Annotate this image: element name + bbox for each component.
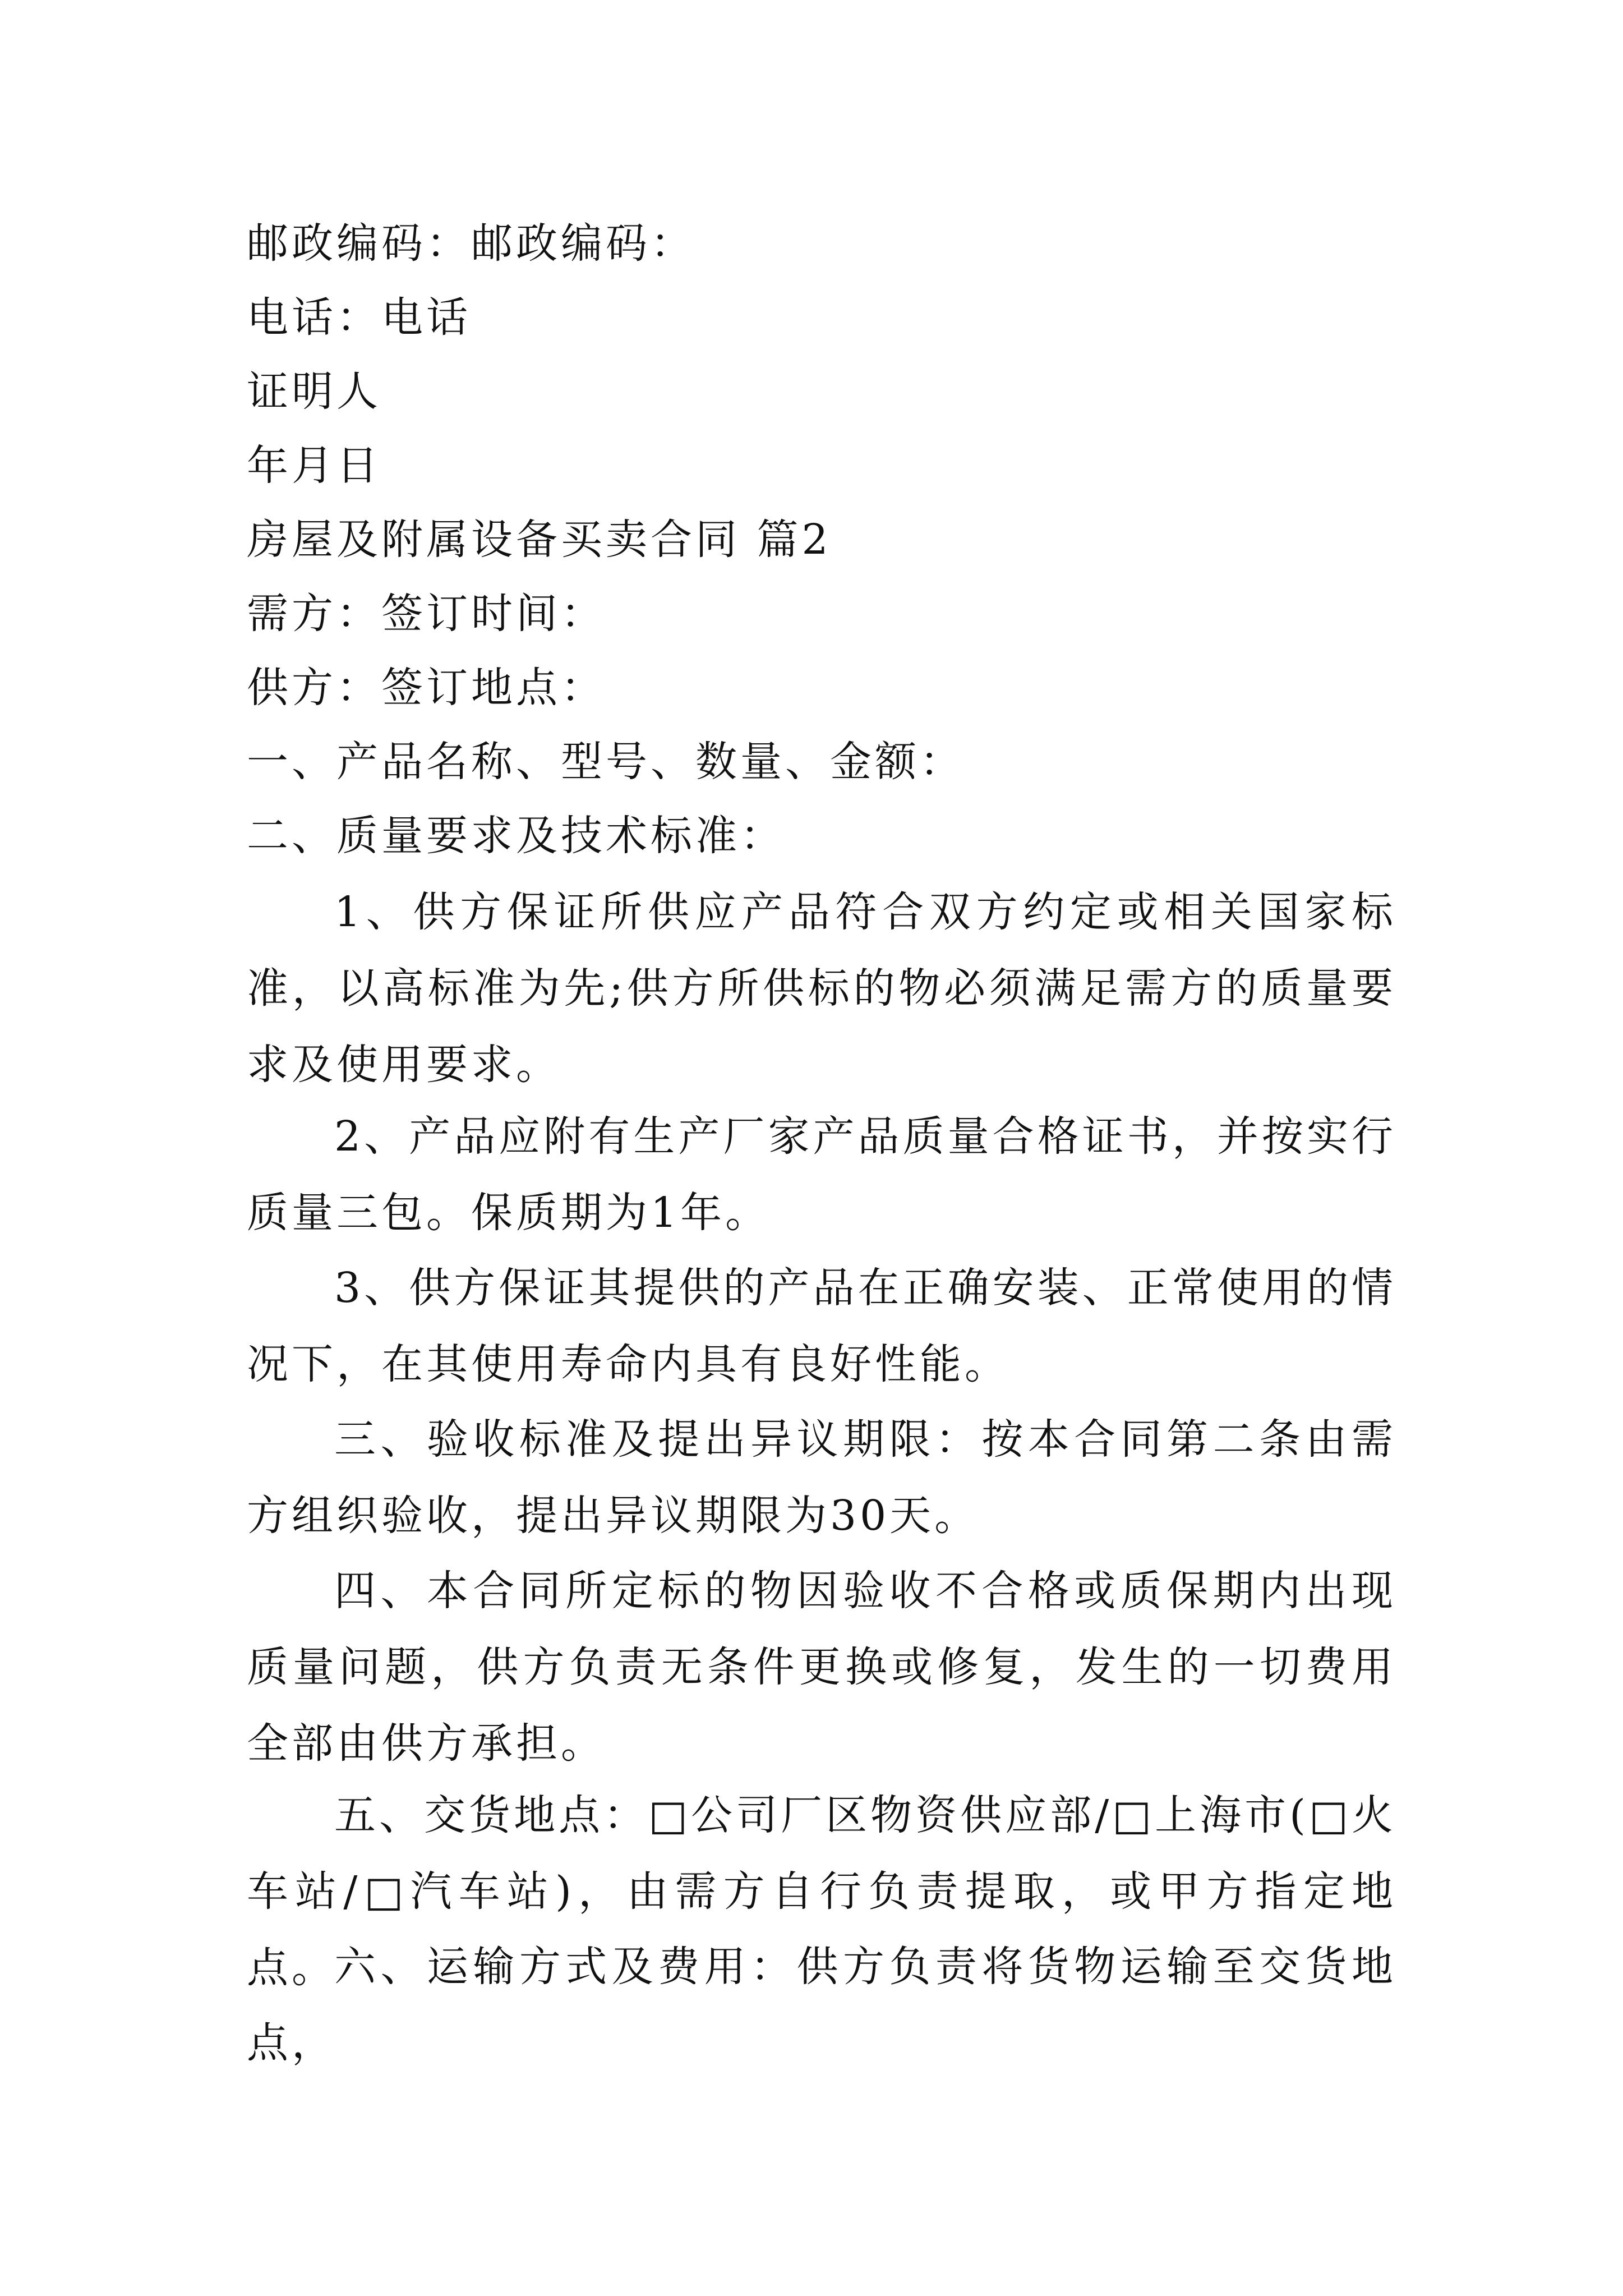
clause-1-paragraph: 1、供方保证所供应产品符合双方约定或相关国家标准，以高标准为先;供方所供标的物必须满足需方的质量要求及使用要求。 [247, 888, 1396, 1089]
contract-title: 房屋及附属设备买卖合同 篇2 [247, 516, 832, 564]
section-6-paragraph: 六、运输方式及费用：供方负责将货物运输至交货地点， [247, 1943, 1396, 2067]
buyer-line: 需方：签订时间： [247, 590, 606, 638]
section-5-paragraph: 五、交货地点：□公司厂区物资供应部/□上海市(□火车站/□汽车站)，由需方自行负责提取，或甲方指定地点。 [247, 1791, 1396, 1992]
phone-line: 电话：电话 [247, 293, 471, 342]
witness-line: 证明人 [247, 367, 381, 416]
clause-2-paragraph: 2、产品应附有生产厂家产品质量合格证书，并按实行质量三包。保质期为1年。 [247, 1112, 1396, 1237]
postcode-line: 邮政编码：邮政编码： [247, 219, 695, 268]
supplier-line: 供方：签订地点： [247, 664, 606, 712]
clause-3-paragraph: 3、供方保证其提供的产品在正确安装、正常使用的情况下，在其使用寿命内具有良好性能。 [247, 1264, 1396, 1388]
date-line: 年月日 [247, 441, 381, 490]
section-1-heading: 一、产品名称、型号、数量、金额： [247, 738, 965, 786]
section-4-paragraph: 四、本合同所定标的物因验收不合格或质保期内出现质量问题，供方负责无条件更换或修复，发生的一切费用全部由供方承担。 [247, 1567, 1396, 1768]
section-3-paragraph: 三、验收标准及提出异议期限：按本合同第二条由需方组织验收，提出异议期限为30天。 [247, 1415, 1396, 1540]
section-2-heading: 二、质量要求及技术标准： [247, 812, 785, 860]
